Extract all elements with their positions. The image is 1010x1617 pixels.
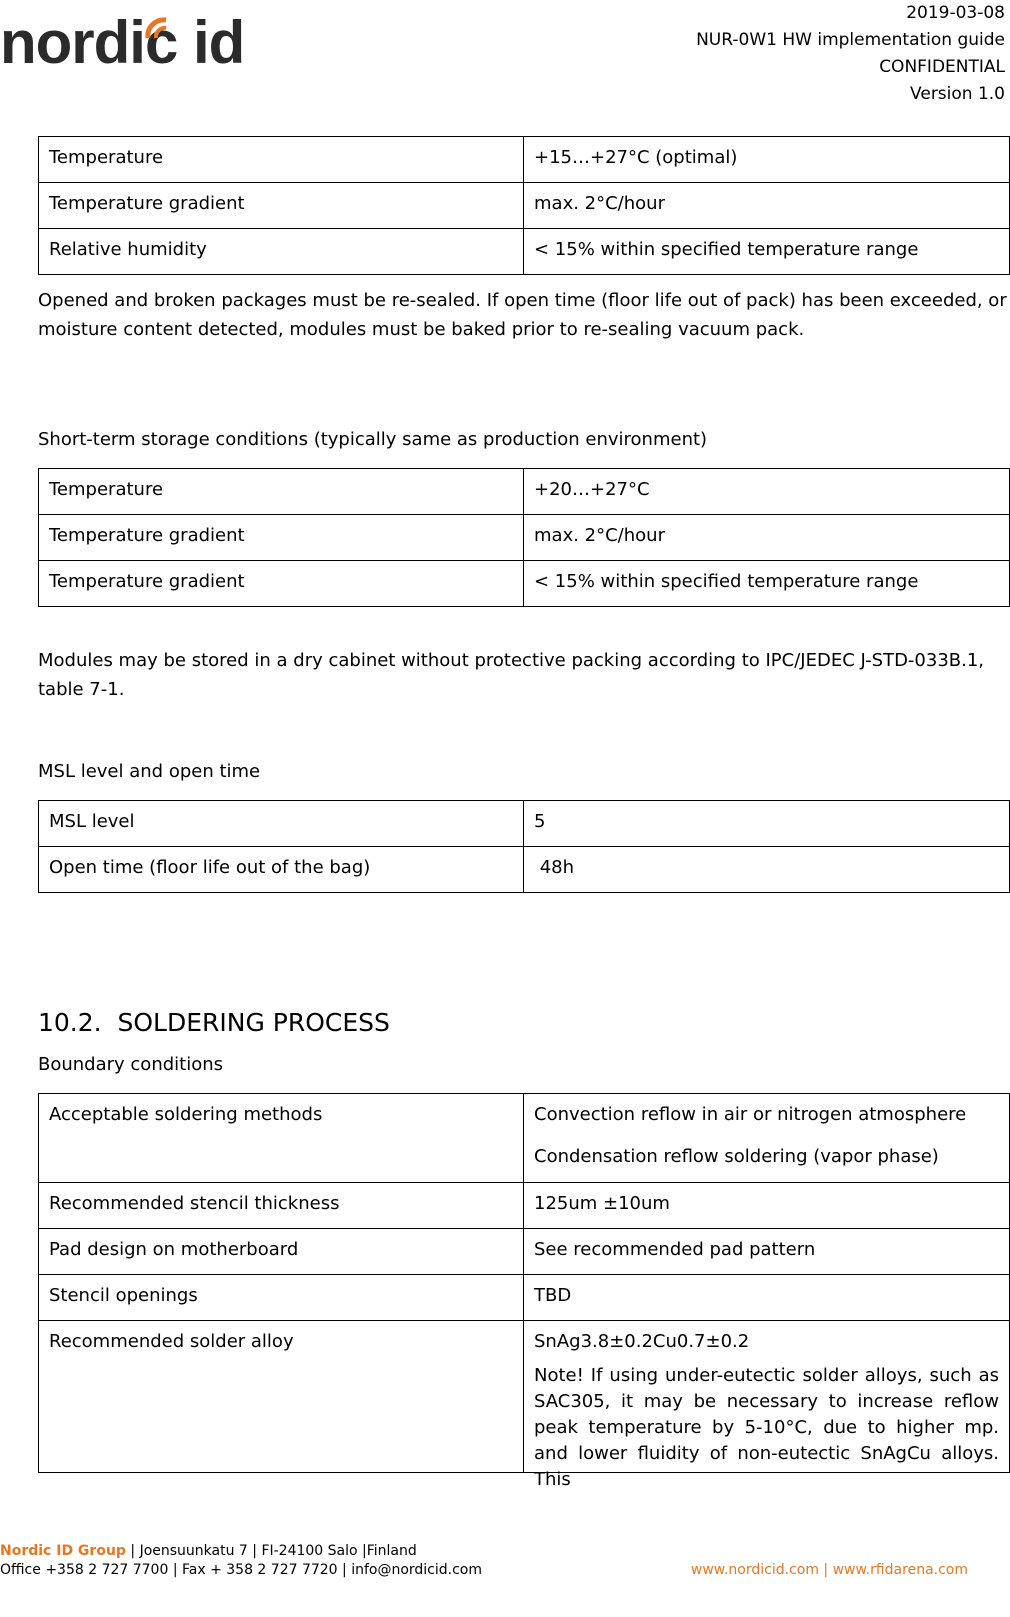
table-cell: < 15% within specified temperature range: [524, 561, 1010, 607]
table-cell: Recommended stencil thickness: [39, 1183, 524, 1229]
doc-confidential: CONFIDENTIAL: [879, 57, 1005, 77]
table-cell: +20…+27°C: [524, 469, 1010, 515]
signal-arc-icon: [140, 12, 190, 42]
doc-date: 2019-03-08: [906, 3, 1005, 23]
table-row: [39, 183, 1010, 229]
short-term-heading: Short-term storage conditions (typically same as production environment): [38, 429, 708, 450]
dry-cabinet-paragraph: Modules may be stored in a dry cabinet without protective packing according to IPC/JEDEC J-STD-033B.1, table 7-1.: [38, 650, 985, 700]
table-cell: Acceptable soldering methods: [39, 1094, 524, 1183]
table-row: [39, 1094, 1010, 1183]
table-row: [39, 847, 1010, 893]
table-cell: +15…+27°C (optimal): [524, 137, 1010, 183]
footer-address-line: [0, 1542, 1010, 1561]
table-cell: Stencil openings: [39, 1275, 524, 1321]
solder-alloy-note: Note! If using under-eutectic solder alloys, such as SAC305, it may be necessary to increase reflow peak temperature by 5-10°C, due to higher mp. and lower fluidity of non-eutectic SnAgCu alloys. This: [534, 1365, 999, 1490]
nordic-id-logo: [0, 9, 260, 76]
doc-version: Version 1.0: [910, 84, 1005, 104]
table-row: [39, 561, 1010, 607]
footer-links[interactable]: www.nordicid.com | www.rfidarena.com: [690, 1562, 968, 1578]
soldering-conditions-table: [38, 1093, 1010, 1490]
table-row: [39, 1321, 1010, 1473]
page-footer: [0, 1542, 1010, 1580]
table-row: [39, 1229, 1010, 1275]
table-row: [39, 1275, 1010, 1321]
footer-address: | Joensuunkatu 7 | FI-24100 Salo |Finland: [125, 1543, 417, 1559]
msl-table: [38, 800, 1010, 893]
table-cell: Relative humidity: [39, 229, 524, 275]
table-cell: TBD: [524, 1275, 1010, 1321]
table-cell: MSL level: [39, 801, 524, 847]
table-cell: Temperature: [39, 469, 524, 515]
logo-text: nordic id: [0, 9, 245, 76]
table-cell: [524, 1321, 1010, 1490]
table-cell: Temperature: [39, 137, 524, 183]
table-cell: Temperature gradient: [39, 561, 524, 607]
doc-title: NUR-0W1 HW implementation guide: [696, 30, 1005, 50]
table-cell: [524, 1094, 1010, 1183]
table-row: [39, 137, 1010, 183]
msl-heading: MSL level and open time: [38, 761, 261, 782]
table-cell: max. 2°C/hour: [524, 515, 1010, 561]
table-cell: 5: [524, 801, 1010, 847]
table-cell: Temperature gradient: [39, 515, 524, 561]
section-title: 10.2. SOLDERING PROCESS: [38, 1008, 390, 1037]
short-term-storage-table: [38, 468, 1010, 607]
table-cell: < 15% within specified temperature range: [524, 229, 1010, 275]
table-row: [39, 801, 1010, 847]
table-row: [39, 229, 1010, 275]
cell-line: Convection reflow in air or nitrogen atmosphere: [534, 1104, 967, 1125]
table-cell: Temperature gradient: [39, 183, 524, 229]
table-cell: Open time (floor life out of the bag): [39, 847, 524, 893]
table-cell: Pad design on motherboard: [39, 1229, 524, 1275]
footer-contact: Office +358 2 727 7700 | Fax + 358 2 727 7720 | info@nordicid.com: [0, 1562, 483, 1578]
long-term-storage-table: [38, 136, 1010, 275]
resealing-paragraph: Opened and broken packages must be re-sealed. If open time (floor life out of pack) has been exceeded, or moisture content detected, modules must be baked prior to re-sealing vacuum pack.: [38, 290, 1007, 340]
table-cell: 125um ±10um: [524, 1183, 1010, 1229]
boundary-heading: Boundary conditions: [38, 1054, 224, 1075]
footer-brand: Nordic ID Group: [0, 1543, 126, 1559]
table-cell: max. 2°C/hour: [524, 183, 1010, 229]
table-row: [39, 515, 1010, 561]
document-header: [696, 0, 1005, 108]
table-row: [39, 1183, 1010, 1229]
table-cell: See recommended pad pattern: [524, 1229, 1010, 1275]
cell-line: SnAg3.8±0.2Cu0.7±0.2: [534, 1331, 750, 1352]
table-cell: Recommended solder alloy: [39, 1321, 524, 1473]
table-row: [39, 469, 1010, 515]
table-cell: 48h: [524, 847, 1010, 893]
cell-line: Condensation reflow soldering (vapor phase): [534, 1146, 939, 1167]
